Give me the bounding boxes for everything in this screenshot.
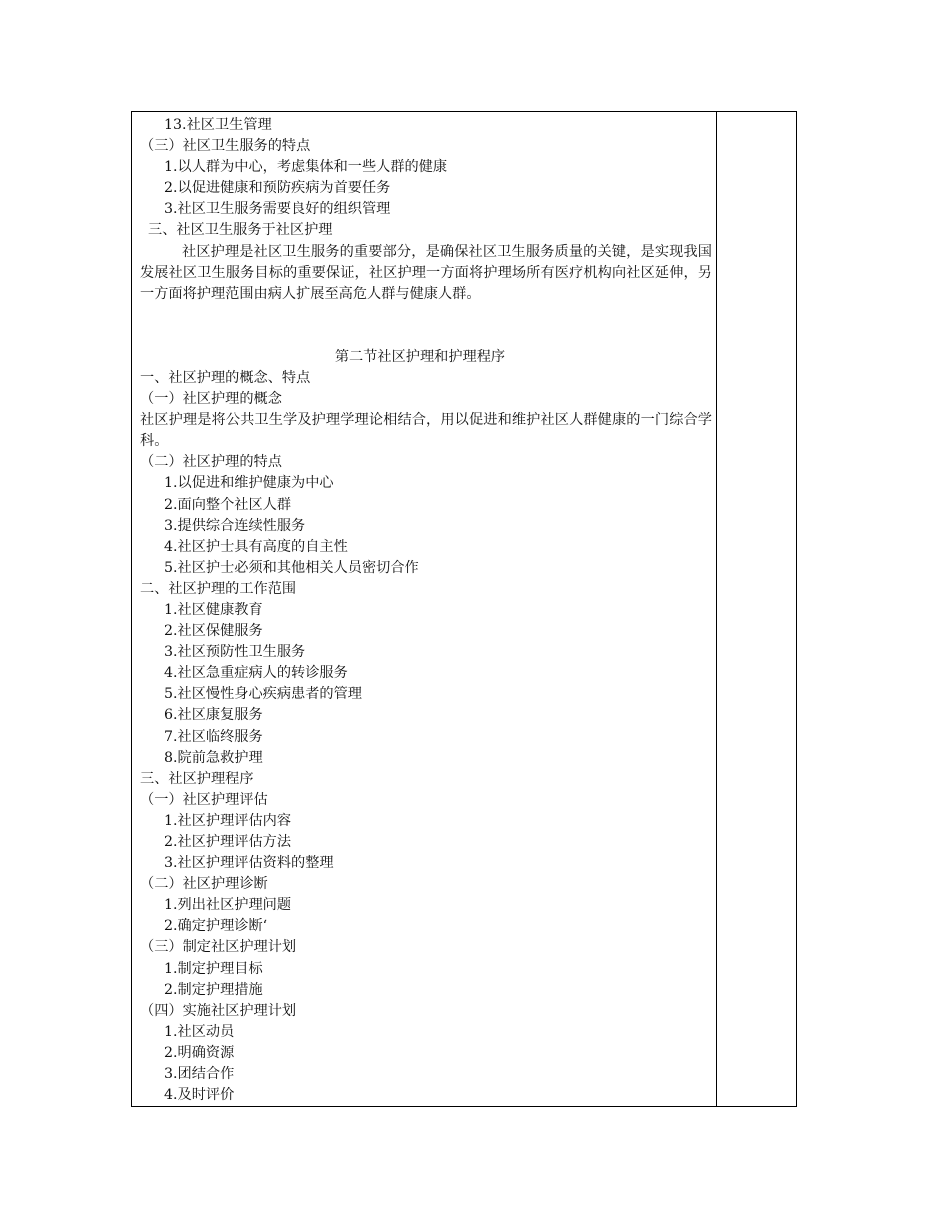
list-item: 2.确定护理诊断‘ [164, 918, 268, 935]
list-item: 7.社区临终服务 [164, 728, 263, 745]
list-item: 4.社区护士具有高度的自主性 [164, 538, 348, 555]
subheading: （一）社区护理评估 [140, 791, 268, 808]
list-item: 3.社区卫生服务需要良好的组织管理 [164, 201, 391, 218]
list-item: 3.社区预防性卫生服务 [164, 644, 306, 661]
subheading: 三、社区卫生服务于社区护理 [148, 222, 333, 239]
spacer [140, 305, 712, 347]
list-item: 2.社区保健服务 [164, 623, 263, 640]
list-item: 1.以人群为中心，考虑集体和一些人群的健康 [164, 159, 448, 176]
subheading: （一）社区护理的概念 [140, 391, 282, 408]
list-item: 4.社区急重症病人的转诊服务 [164, 665, 348, 682]
list-item: 3.社区护理评估资料的整理 [164, 855, 334, 872]
list-item: 1.社区动员 [164, 1023, 235, 1040]
list-item: 13.社区卫生管理 [164, 117, 272, 133]
list-item: 2.面向整个社区人群 [164, 496, 292, 513]
list-item: 3.提供综合连续性服务 [164, 517, 306, 534]
subheading: （四）实施社区护理计划 [140, 1002, 297, 1019]
list-item: 1.列出社区护理问题 [164, 897, 292, 914]
section-title: 第二节社区护理和护理程序 [334, 348, 506, 365]
subheading: （二）社区护理诊断 [140, 876, 268, 893]
list-item: 1.以促进和维护健康为中心 [164, 475, 334, 492]
list-item: 2.社区护理评估方法 [164, 834, 292, 850]
list-item: 5.社区慢性身心疾病患者的管理 [164, 686, 362, 703]
heading: 三、社区护理程序 [140, 770, 254, 787]
subheading: （三）制定社区护理计划 [140, 939, 297, 956]
heading: 二、社区护理的工作范围 [140, 580, 297, 597]
list-item: 1.社区护理评估内容 [164, 812, 292, 829]
subheading: （三）社区卫生服务的特点 [140, 138, 311, 155]
content-table [131, 111, 797, 1107]
list-item: 2.明确资源 [164, 1044, 235, 1061]
list-item: 4.及时评价 [164, 1087, 235, 1104]
list-item: 1.制定护理目标 [164, 960, 263, 977]
list-item: 5.社区护士必须和其他相关人员密切合作 [164, 559, 419, 576]
list-item: 6.社区康复服务 [164, 707, 263, 724]
list-item: 8.院前急救护理 [164, 749, 263, 766]
content-cell [140, 115, 712, 1106]
list-item: 2.制定护理措施 [164, 981, 263, 998]
list-item: 3.团结合作 [164, 1066, 235, 1083]
paragraph: 社区护理是将公共卫生学及护理学理论相结合，用以促进和维护社区人群健康的一门综合学科。 [140, 412, 712, 450]
list-item: 1.社区健康教育 [164, 601, 263, 618]
heading: 一、社区护理的概念、特点 [140, 369, 311, 386]
subheading: （二）社区护理的特点 [140, 454, 282, 471]
column-divider [716, 112, 717, 1106]
list-item: 2.以促进健康和预防疾病为首要任务 [164, 180, 391, 197]
paragraph: 社区护理是社区卫生服务的重要部分，是确保社区卫生服务质量的关键，是实现我国发展社区卫生服务目标的重要保证，社区护理一方面将护理场所有医疗机构向社区延伸，另一方面将护理范围由病人扩展至高危人群与健康人群。 [140, 243, 712, 302]
